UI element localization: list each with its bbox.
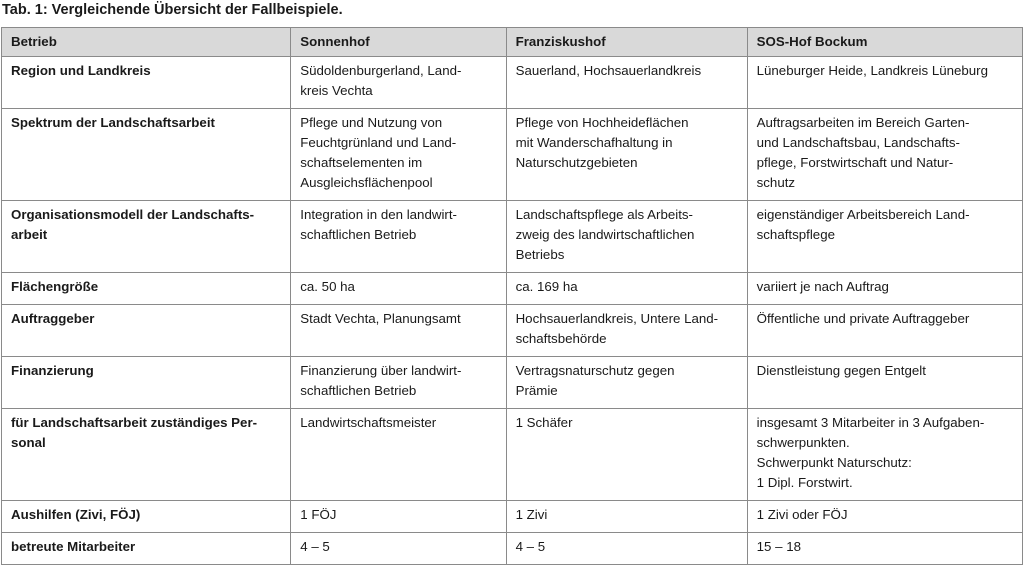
table-cell (747, 305, 1022, 357)
table-row (2, 201, 1023, 273)
table-cell (747, 533, 1022, 565)
cell-line: Vertragsnaturschutz gegen (515, 363, 675, 378)
cell-line: Flächengröße (11, 279, 99, 294)
table-cell (747, 273, 1022, 305)
cell-line: Landschaftspflege als Arbeits- (515, 207, 693, 222)
cell-line: Ausgleichsflächenpool (300, 175, 433, 190)
cell-line: arbeit (11, 227, 48, 242)
cell-line: Pflege und Nutzung von (300, 115, 443, 130)
cell-line: Finanzierung (11, 363, 94, 378)
table-cell (291, 109, 506, 201)
cell-line: 1 Dipl. Forstwirt. (756, 475, 853, 490)
table-row (2, 273, 1023, 305)
cell-line: schutz (756, 175, 796, 190)
table-cell (506, 57, 747, 109)
cell-line: schaftspflege (756, 227, 835, 242)
cell-line: Integration in den landwirt- (300, 207, 457, 222)
table-cell (506, 109, 747, 201)
column-header-sos-hof-bockum: SOS-Hof Bockum (747, 28, 1022, 57)
cell-line: ca. 169 ha (515, 279, 578, 294)
cell-line: Hochsauerlandkreis, Untere Land- (515, 311, 719, 326)
table-cell (506, 305, 747, 357)
row-label (2, 201, 291, 273)
cell-line: schaftlichen Betrieb (300, 227, 417, 242)
table-row (2, 533, 1023, 565)
table-cell (506, 409, 747, 501)
row-label (2, 501, 291, 533)
cell-line: kreis Vechta (300, 83, 373, 98)
table-row (2, 57, 1023, 109)
table-row (2, 409, 1023, 501)
cell-line: Betriebs (515, 247, 565, 262)
table-cell (506, 357, 747, 409)
table-cell (291, 409, 506, 501)
cell-line: betreute Mitarbeiter (11, 539, 136, 554)
table-cell (506, 273, 747, 305)
cell-line: Schwerpunkt Naturschutz: (756, 455, 912, 470)
row-label (2, 533, 291, 565)
cell-line: ca. 50 ha (300, 279, 355, 294)
cell-line: Finanzierung über landwirt- (300, 363, 462, 378)
comparison-table (1, 27, 1023, 565)
cell-line: eigenständiger Arbeitsbereich Land- (756, 207, 970, 222)
table-cell (291, 533, 506, 565)
cell-line: Naturschutzgebieten (515, 155, 638, 170)
cell-line: für Landschaftsarbeit zuständiges Per- (11, 415, 258, 430)
table-row (2, 357, 1023, 409)
table-cell (291, 501, 506, 533)
table-cell (506, 501, 747, 533)
row-label (2, 57, 291, 109)
cell-line: schaftselementen im (300, 155, 423, 170)
cell-line: Öffentliche und private Auftraggeber (756, 311, 970, 326)
cell-line: Pflege von Hochheideflächen (515, 115, 689, 130)
cell-line: zweig des landwirtschaftlichen (515, 227, 695, 242)
table-cell (747, 109, 1022, 201)
column-header-franziskushof: Franziskushof (506, 28, 747, 57)
cell-line: Spektrum der Landschaftsarbeit (11, 115, 215, 130)
cell-line: Region und Landkreis (11, 63, 151, 78)
table-cell (291, 305, 506, 357)
cell-line: 15 – 18 (756, 539, 801, 554)
table-row (2, 109, 1023, 201)
cell-line: Stadt Vechta, Planungsamt (300, 311, 461, 326)
cell-line: schaftlichen Betrieb (300, 383, 417, 398)
cell-line: Lüneburger Heide, Landkreis Lüneburg (756, 63, 989, 78)
row-label (2, 109, 291, 201)
table-cell (747, 201, 1022, 273)
table-cell (747, 57, 1022, 109)
cell-line: insgesamt 3 Mitarbeiter in 3 Aufgaben- (756, 415, 985, 430)
cell-line: pflege, Forstwirtschaft und Natur- (756, 155, 954, 170)
cell-line: schwerpunkten. (756, 435, 850, 450)
cell-line: 1 FÖJ (300, 507, 337, 522)
cell-line: Aushilfen (Zivi, FÖJ) (11, 507, 141, 522)
table-header-row (2, 28, 1023, 57)
cell-line: Dienstleistung gegen Entgelt (756, 363, 926, 378)
cell-line: Auftraggeber (11, 311, 95, 326)
cell-line: 1 Zivi (515, 507, 548, 522)
table-cell (506, 201, 747, 273)
cell-line: 1 Schäfer (515, 415, 573, 430)
table-row (2, 305, 1023, 357)
cell-line: Südoldenburgerland, Land- (300, 63, 462, 78)
table-cell (747, 501, 1022, 533)
cell-line: 4 – 5 (515, 539, 546, 554)
cell-line: sonal (11, 435, 46, 450)
table-cell (291, 273, 506, 305)
cell-line: schaftsbehörde (515, 331, 607, 346)
table-caption: Tab. 1: Vergleichende Übersicht der Fallbeispiele. (2, 2, 343, 18)
row-label (2, 273, 291, 305)
table-cell (291, 57, 506, 109)
row-label (2, 357, 291, 409)
row-label (2, 305, 291, 357)
cell-line: und Landschaftsbau, Landschafts- (756, 135, 960, 150)
row-label (2, 409, 291, 501)
cell-line: 4 – 5 (300, 539, 330, 554)
cell-line: Landwirtschaftsmeister (300, 415, 437, 430)
cell-line: Feuchtgrünland und Land- (300, 135, 457, 150)
cell-line: Auftragsarbeiten im Bereich Garten- (756, 115, 970, 130)
cell-line: Organisationsmodell der Landschafts- (11, 207, 255, 222)
table-cell (291, 201, 506, 273)
column-header-sonnenhof: Sonnenhof (291, 28, 506, 57)
table-cell (506, 533, 747, 565)
table-cell (747, 409, 1022, 501)
table-cell (291, 357, 506, 409)
column-header-betrieb: Betrieb (2, 28, 291, 57)
cell-line: Sauerland, Hochsauerlandkreis (515, 63, 702, 78)
cell-line: 1 Zivi oder FÖJ (756, 507, 848, 522)
table-cell (747, 357, 1022, 409)
table-row (2, 501, 1023, 533)
cell-line: variiert je nach Auftrag (756, 279, 889, 294)
cell-line: Prämie (515, 383, 558, 398)
cell-line: mit Wanderschafhaltung in (515, 135, 673, 150)
